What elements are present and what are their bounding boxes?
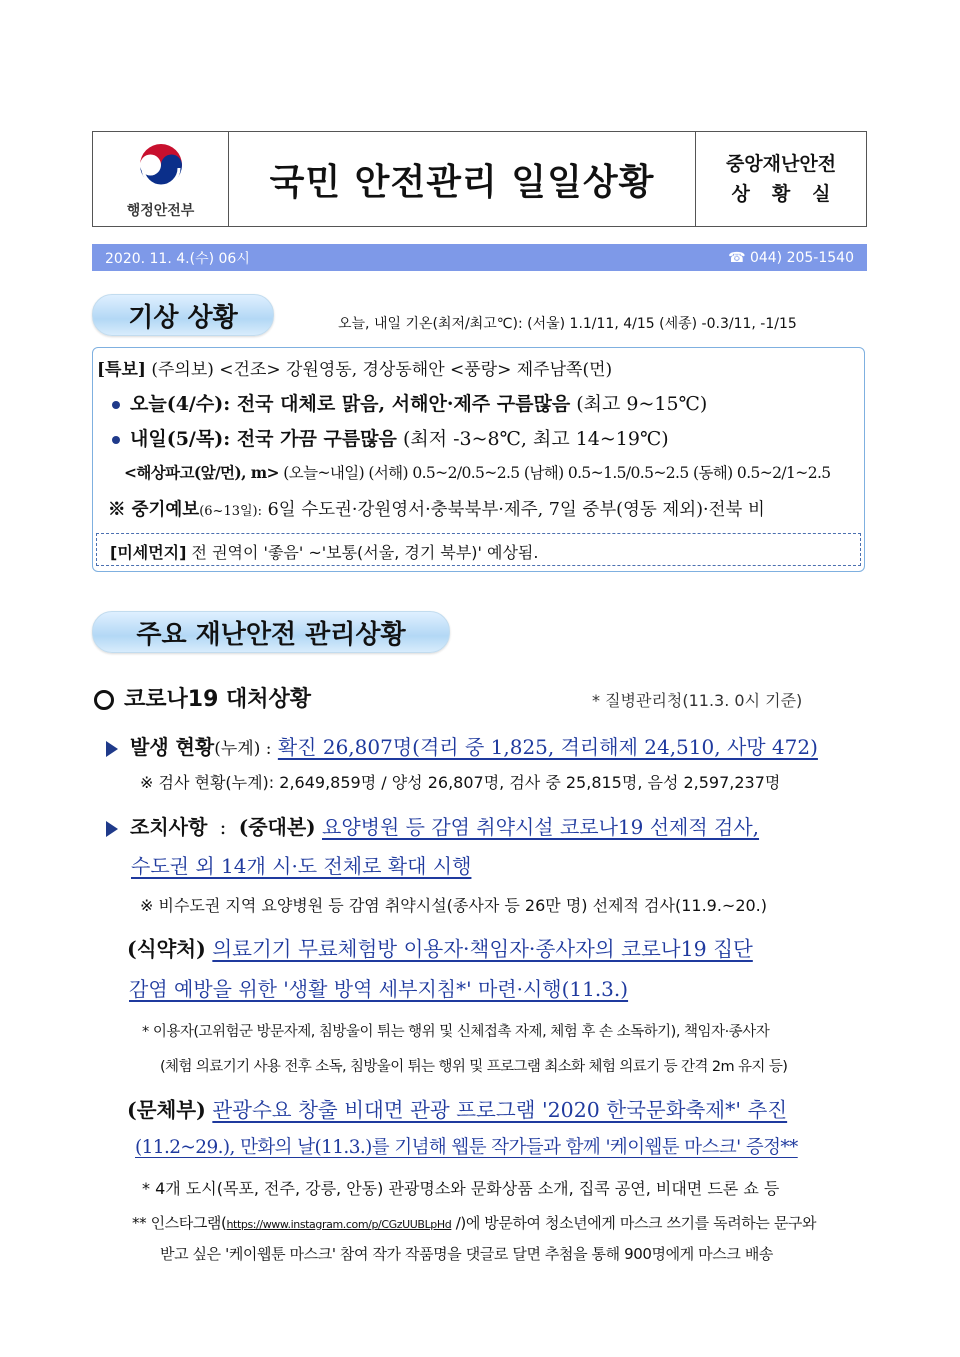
office-line-2: 상황실 bbox=[731, 183, 853, 205]
action-note: ※ 비수도권 지역 요양병원 등 감염 취약시설(종사자 등 26만 명) 선제적 검사(11.9.~20.) bbox=[140, 896, 768, 915]
mid-term-text: 6일 수도권·강원영서·충북북부·제주, 7일 중부(영동 제외)·전북 비 bbox=[267, 500, 765, 520]
mfds-note-2: (체험 의료기기 사용 전후 소독, 침방울이 튀는 행위 및 프로그램 최소화 체험 의료기 등 간격 2m 유지 등) bbox=[160, 1059, 788, 1075]
mid-term-forecast bbox=[108, 496, 765, 521]
office-name bbox=[696, 132, 866, 226]
report-date: 2020. 11. 4.(수) 06시 bbox=[105, 250, 250, 267]
fine-dust-text: 전 권역이 '좋음' ~'보통(서울, 경기 북부)' 예상됨. bbox=[191, 543, 539, 562]
triangle-bullet-icon bbox=[106, 821, 118, 837]
forecast-tomorrow-temp: (최저 -3~8℃, 최고 14~19℃) bbox=[402, 428, 669, 450]
forecast-tomorrow-main: 내일(5/목): 전국 가끔 구름많음 bbox=[130, 428, 397, 450]
occurrence-suffix: (누계) : bbox=[214, 739, 272, 759]
test-status-note: ※ 검사 현황(누계): 2,649,859명 / 양성 26,807명, 검사 중 25,815명, 음성 2,597,237명 bbox=[140, 773, 781, 792]
report-header bbox=[92, 131, 867, 227]
ministry-name: 행정안전부 bbox=[126, 203, 195, 219]
instagram-link[interactable]: https://www.instagram.com/p/CGzUUBLpHd bbox=[226, 1218, 452, 1231]
contact-phone: ☎ 044) 205-1540 bbox=[728, 249, 854, 266]
mid-term-label: ※ 중기예보 bbox=[108, 500, 200, 520]
mcst-note-1: * 4개 도시(목포, 전주, 강릉, 안동) 관광명소와 문화상품 소개, 집콕 공연, 비대면 드론 쇼 등 bbox=[142, 1179, 780, 1198]
mcst-note-3: 받고 싶은 '케이웹툰 마스크' 참여 작가 작품명을 댓글로 달면 추첨을 통해 900명에게 마스크 배송 bbox=[160, 1245, 773, 1263]
mcst-line-1 bbox=[127, 1093, 787, 1123]
wave-height bbox=[124, 461, 831, 483]
covid-source: * 질병관리청(11.3. 0시 기준) bbox=[592, 691, 803, 710]
mfds-text-1: 의료기기 무료체험방 이용자·책임자·종사자의 코로나19 집단 bbox=[212, 937, 753, 961]
circle-bullet-icon bbox=[94, 690, 114, 710]
disaster-heading: 주요 재난안전 관리상황 bbox=[92, 611, 450, 653]
action-text-1: 요양병원 등 감염 취약시설 코로나19 선제적 검사, bbox=[322, 815, 760, 839]
temperature-summary: 오늘, 내일 기온(최저/최고℃): (서울) 1.1/11, 4/15 (세종) -0.3/11, -1/15 bbox=[338, 316, 797, 332]
fine-dust bbox=[110, 540, 538, 563]
office-line-1: 중앙재난안전 bbox=[725, 153, 837, 175]
occurrence-label: 발생 현황 bbox=[130, 735, 215, 759]
occurrence-status bbox=[106, 731, 818, 760]
page-title: 국민 안전관리 일일상황 bbox=[229, 132, 696, 226]
forecast-tomorrow bbox=[112, 424, 669, 451]
ministry-logo bbox=[93, 132, 229, 226]
forecast-today bbox=[112, 389, 707, 416]
wave-height-label: <해상파고(앞/먼), m> bbox=[124, 463, 279, 482]
taegeuk-emblem-icon bbox=[134, 138, 188, 192]
mcst-note-2-post: /)에 방문하여 청소년에게 마스크 쓰기를 독려하는 문구와 bbox=[451, 1214, 817, 1232]
mcst-note-2 bbox=[132, 1212, 816, 1233]
special-warning-label: [특보] bbox=[97, 360, 146, 380]
action-separator: : bbox=[219, 815, 227, 839]
mcst-org: (문체부) bbox=[127, 1098, 206, 1122]
weather-heading: 기상 상황 bbox=[92, 294, 274, 336]
mcst-note-2-pre: ** 인스타그램( bbox=[132, 1214, 227, 1232]
occurrence-value: 확진 26,807명(격리 중 1,825, 격리해제 24,510, 사망 472) bbox=[277, 735, 818, 759]
mfds-note-1: * 이용자(고위험군 방문자제, 침방울이 튀는 행위 및 신체접촉 자제, 체험 후 손 소독하기), 책임자·종사자 bbox=[142, 1024, 770, 1040]
bullet-icon bbox=[112, 401, 120, 409]
action-text-2: 수도권 외 14개 시·도 전체로 확대 시행 bbox=[131, 854, 472, 878]
forecast-today-temp: (최고 9~15℃) bbox=[576, 393, 708, 415]
mfds-org: (식약처) bbox=[127, 937, 206, 961]
triangle-bullet-icon bbox=[106, 741, 118, 757]
mfds-line-1 bbox=[127, 932, 753, 962]
covid-title bbox=[94, 682, 311, 713]
mfds-text-2: 감염 예방을 위한 '생활 방역 세부지침*' 마련·시행(11.3.) bbox=[129, 977, 629, 1001]
special-warning-text: (주의보) <건조> 강원영동, 경상동해안 <풍랑> 제주남쪽(먼) bbox=[151, 360, 613, 380]
action-line-2 bbox=[131, 850, 471, 879]
mid-term-range: (6~13일): bbox=[199, 504, 263, 519]
mcst-text-1: 관광수요 창출 비대면 관광 프로그램 '2020 한국문화축제*' 추진 bbox=[212, 1098, 788, 1122]
wave-height-text: (오늘~내일) (서해) 0.5~2/0.5~2.5 (남해) 0.5~1.5/0.5~2.5 (동해) 0.5~2/1~2.5 bbox=[283, 464, 831, 482]
special-warning bbox=[97, 355, 612, 380]
mcst-text-2: (11.2~29.), 만화의 날(11.3.)를 기념해 웹툰 작가들과 함께 '케이웹툰 마스크' 증정** bbox=[135, 1137, 798, 1158]
bullet-icon bbox=[112, 436, 120, 444]
action-label: 조치사항 bbox=[130, 815, 208, 839]
date-bar bbox=[92, 244, 867, 271]
mcst-line-2 bbox=[135, 1133, 798, 1159]
forecast-today-main: 오늘(4/수): 전국 대체로 맑음, 서해안·제주 구름많음 bbox=[130, 393, 571, 415]
fine-dust-label: [미세먼지] bbox=[110, 543, 187, 562]
action-line-1 bbox=[106, 811, 759, 840]
covid-title-text: 코로나19 대처상황 bbox=[124, 687, 312, 712]
action-org: (중대본) bbox=[238, 815, 316, 839]
mfds-line-2 bbox=[129, 973, 628, 1002]
